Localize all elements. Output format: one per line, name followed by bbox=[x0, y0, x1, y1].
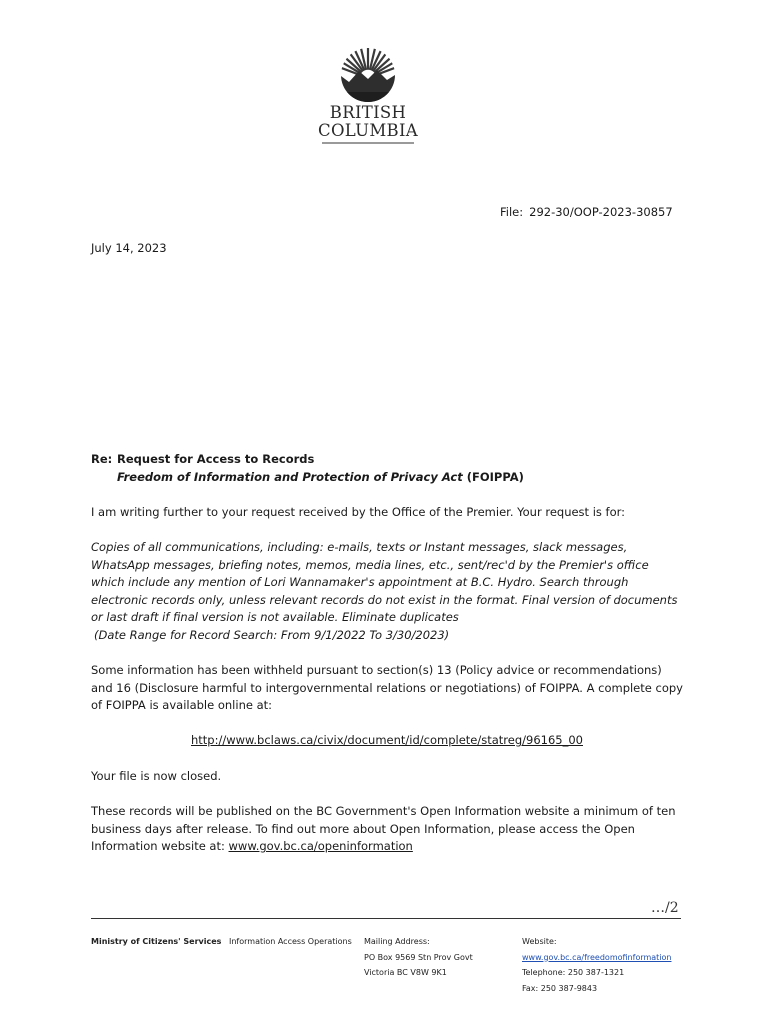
footer-divider bbox=[91, 918, 681, 919]
file-closed-paragraph: Your file is now closed. bbox=[91, 769, 222, 783]
logo-underline bbox=[322, 142, 414, 144]
request-description bbox=[91, 539, 683, 645]
footer-division: Information Access Operations bbox=[229, 937, 352, 946]
file-reference bbox=[500, 205, 673, 219]
website-label: Website: bbox=[522, 937, 557, 946]
open-information-link[interactable]: www.gov.bc.ca/openinformation bbox=[228, 839, 413, 854]
logo-wordmark-line1: BRITISH bbox=[329, 103, 407, 122]
telephone: Telephone: 250 387-1321 bbox=[522, 968, 625, 977]
withheld-paragraph: Some information has been withheld pursuant to section(s) 13 (Policy advice or recommendations) and 16 (Disclosure harmful to intergovernmental relations or negotiations) of FOIPPA. A complete copy of FOIPPA is available online at: bbox=[91, 663, 683, 713]
fax: Fax: 250 387-9843 bbox=[522, 983, 598, 993]
footer-ministry: Ministry of Citizens' Services bbox=[91, 937, 222, 946]
publish-paragraph bbox=[91, 803, 683, 856]
publish-text: These records will be published on the BC Government's Open Information website a minimum of ten business days after release. To find out more about Open Information, please access the Open Information website at: bbox=[91, 804, 676, 854]
mailing-line2: Victoria BC V8W 9K1 bbox=[364, 968, 447, 977]
file-label: File: bbox=[500, 205, 524, 219]
letter-date: July 14, 2023 bbox=[91, 241, 167, 255]
footer-contact bbox=[522, 934, 672, 996]
foippa-link[interactable]: http://www.bclaws.ca/civix/document/id/complete/statreg/96165_00 bbox=[190, 733, 583, 747]
page-continuation: …/2 bbox=[651, 900, 679, 916]
file-number: 292-30/OOP-2023-30857 bbox=[529, 205, 673, 219]
website-link[interactable]: www.gov.bc.ca/freedomofinformation bbox=[522, 952, 672, 962]
logo-wordmark-line2: COLUMBIA bbox=[318, 121, 418, 140]
act-abbreviation: (FOIPPA) bbox=[466, 470, 524, 484]
request-date-range: (Date Range for Record Search: From 9/1/2022 To 3/30/2023) bbox=[94, 627, 450, 642]
footer-mailing-address bbox=[364, 934, 473, 981]
request-text: Copies of all communications, including: e-mails, texts or Instant messages, slack messages, WhatsApp messages, briefing notes, memos, media lines, etc., sent/rec'd by the Premier's office which include any mention of Lori Wannamaker's appointment at B.C. Hydro. Search through electronic records only, unless relevant records do not exist in the format. Final version of documents or last draft if final version is not available. Eliminate duplicates bbox=[91, 540, 678, 625]
bc-logo bbox=[312, 44, 424, 148]
mailing-label: Mailing Address: bbox=[364, 937, 430, 946]
act-name: Freedom of Information and Protection of Privacy Act bbox=[117, 470, 463, 484]
foippa-link-line bbox=[91, 733, 683, 747]
re-subject-block bbox=[91, 452, 524, 488]
mailing-line1: PO Box 9569 Stn Prov Govt bbox=[364, 952, 473, 962]
intro-paragraph: I am writing further to your request received by the Office of the Premier. Your request is for: bbox=[91, 505, 626, 519]
bc-sun-mountain-emblem-icon bbox=[327, 44, 409, 102]
re-label: Re: bbox=[91, 452, 113, 466]
re-subject: Request for Access to Records bbox=[117, 452, 315, 466]
